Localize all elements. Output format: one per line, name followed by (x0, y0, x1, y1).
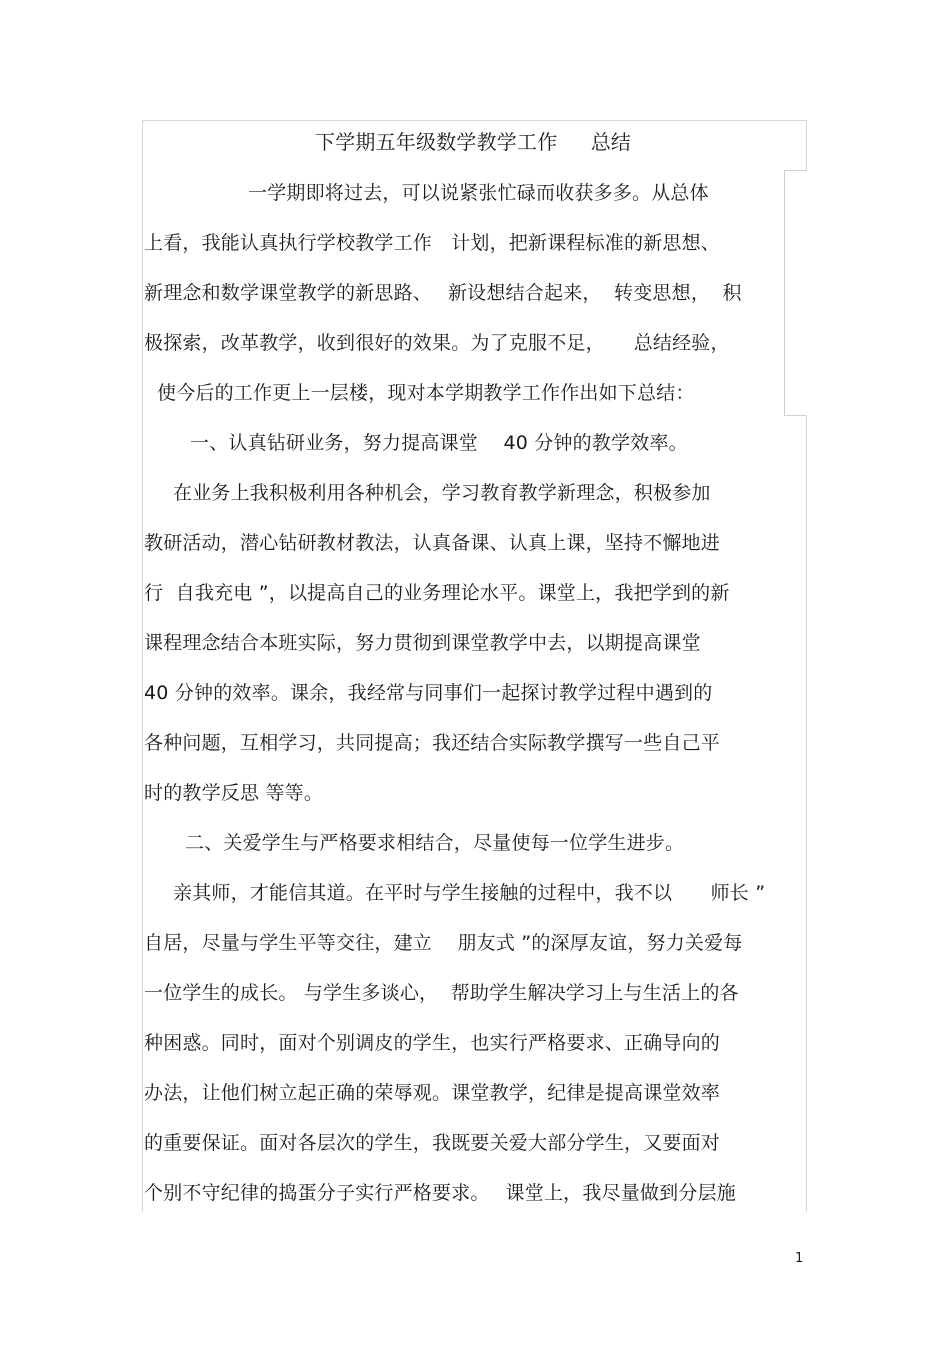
text-line: 在业务上我积极利用各种机会，学习教育教学新理念，积极参加 (173, 482, 711, 504)
text-line: 上看，我能认真执行学校教学工作 计划，把新课程标准的新思想、 (144, 232, 721, 254)
text-line: 新理念和数学课堂教学的新思路、 新设想结合起来， 转变思想， 积 (144, 282, 742, 304)
text-line: 的重要保证。面对各层次的学生，我既要关爱大部分学生，又要面对 (144, 1132, 721, 1154)
text-line: 40 分钟的效率。课余，我经常与同事们一起探讨教学过程中遇到的 (144, 682, 713, 704)
text-line: 一位学生的成长。 与学生多谈心， 帮助学生解决学习上与生活上的各 (144, 982, 739, 1004)
text-line: 使今后的工作更上一层楼，现对本学期教学工作作出如下总结： (157, 382, 695, 404)
page-number: 1 (795, 1251, 804, 1266)
page-frame-top (142, 120, 807, 121)
text-line: 时的教学反思 等等。 (144, 782, 324, 804)
section-heading: 一、认真钻研业务，努力提高课堂 40 分钟的教学效率。 (190, 432, 688, 454)
side-bracket (784, 170, 807, 416)
text-line: 教研活动，潜心钻研教材教法，认真备课、认真上课，坚持不懈地进 (144, 532, 721, 554)
text-line: 个别不守纪律的捣蛋分子实行严格要求。 课堂上，我尽量做到分层施 (144, 1182, 736, 1204)
text-line: 自居，尽量与学生平等交往，建立 朋友式 ”的深厚友谊，努力关爱每 (144, 932, 743, 954)
page-frame-left (142, 120, 143, 1212)
text-line: 亲其师，才能信其道。在平时与学生接触的过程中，我不以 师长 ” (173, 882, 766, 904)
text-line: 行 自我充电 ”，以提高自己的业务理论水平。课堂上，我把学到的新 (144, 582, 730, 604)
section-heading: 二、关爱学生与严格要求相结合，尽量使每一位学生进步。 (185, 832, 685, 854)
text-line: 各种问题，互相学习，共同提高；我还结合实际教学撰写一些自己平 (144, 732, 721, 754)
text-line: 办法，让他们树立起正确的荣辱观。课堂教学，纪律是提高课堂效率 (144, 1082, 721, 1104)
text-line: 课程理念结合本班实际，努力贯彻到课堂教学中去，以期提高课堂 (144, 632, 701, 654)
text-line: 极探索，改革教学，收到很好的效果。为了克服不足， 总结经验， (144, 332, 730, 354)
document-title: 下学期五年级数学教学工作 总结 (315, 130, 632, 154)
text-line: 种困惑。同时，面对个别调皮的学生，也实行严格要求、正确导向的 (144, 1032, 721, 1054)
text-line: 一学期即将过去，可以说紧张忙碌而收获多多。从总体 (248, 182, 709, 204)
